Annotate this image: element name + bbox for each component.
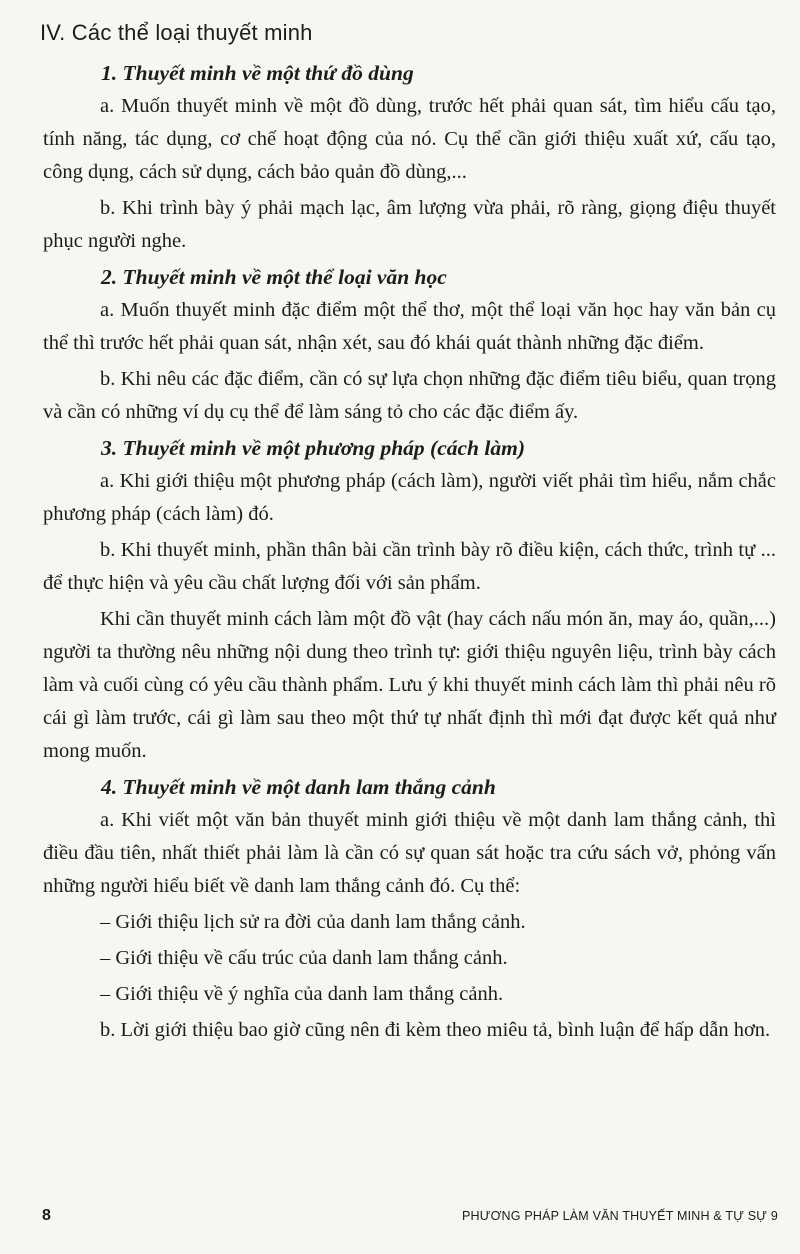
paragraph: b. Khi nêu các đặc điểm, cần có sự lựa chọn những đặc điểm tiêu biểu, quan trọng và cần có những ví dụ cụ thể để làm sáng tỏ cho các đặc điểm ấy. [43,368,776,423]
paragraph: b. Lời giới thiệu bao giờ cũng nên đi kèm theo miêu tả, bình luận để hấp dẫn hơn. [100,1019,771,1041]
list-item: – Giới thiệu lịch sử ra đời của danh lam thắng cảnh. [100,911,526,933]
heading-1: 1. Thuyết minh về một thứ đồ dùng [101,61,414,85]
heading-3: 3. Thuyết minh về một phương pháp (cách làm) [101,436,525,460]
heading-2: 2. Thuyết minh về một thể loại văn học [101,265,447,289]
content-body [43,57,776,1050]
paragraph: Khi cần thuyết minh cách làm một đồ vật (hay cách nấu món ăn, may áo, quần,...) người ta thường nêu những nội dung theo trình tự: giới thiệu nguyên liệu, trình bày cách làm và cuối cùng có yêu cầu thành phẩm. Lưu ý khi thuyết minh cách làm thì phải nêu rõ cái gì làm trước, cái gì làm sau theo một thứ tự nhất định thì mới đạt được kết quả như mong muốn. [43,608,776,762]
running-footer-title: PHƯƠNG PHÁP LÀM VĂN THUYẾT MINH & TỰ SỰ 9 [461,1209,778,1223]
page-number: 8 [42,1207,51,1224]
heading-4: 4. Thuyết minh về một danh lam thắng cảnh [101,775,496,799]
paragraph: a. Muốn thuyết minh về một đồ dùng, trước hết phải quan sát, tìm hiểu cấu tạo, tính năng, tác dụng, cơ chế hoạt động của nó. Cụ thể cần giới thiệu xuất xứ, cấu tạo, công dụng, cách sử dụng, cách bảo quản đồ dùng,... [43,95,776,183]
paragraph: a. Khi viết một văn bản thuyết minh giới thiệu về một danh lam thắng cảnh, thì điều đầu tiên, nhất thiết phải làm là cần có sự quan sát hoặc tra cứu sách vở, phỏng vấn những người hiểu biết về danh lam thắng cảnh đó. Cụ thể: [43,809,776,897]
paragraph: b. Khi thuyết minh, phần thân bài cần trình bày rõ điều kiện, cách thức, trình tự ... để thực hiện và yêu cầu chất lượng đối với sản phẩm. [43,539,776,594]
paragraph: a. Muốn thuyết minh đặc điểm một thể thơ, một thể loại văn học hay văn bản cụ thể thì trước hết phải quan sát, nhận xét, sau đó khái quát thành những đặc điểm. [43,299,776,354]
section-title: IV. Các thể loại thuyết minh [40,20,313,45]
paragraph: a. Khi giới thiệu một phương pháp (cách làm), người viết phải tìm hiểu, nắm chắc phương pháp (cách làm) đó. [43,470,776,525]
list-item: – Giới thiệu về cấu trúc của danh lam thắng cảnh. [100,947,508,969]
list-item: – Giới thiệu về ý nghĩa của danh lam thắng cảnh. [100,983,504,1005]
paragraph: b. Khi trình bày ý phải mạch lạc, âm lượng vừa phải, rõ ràng, giọng điệu thuyết phục người nghe. [43,197,776,252]
